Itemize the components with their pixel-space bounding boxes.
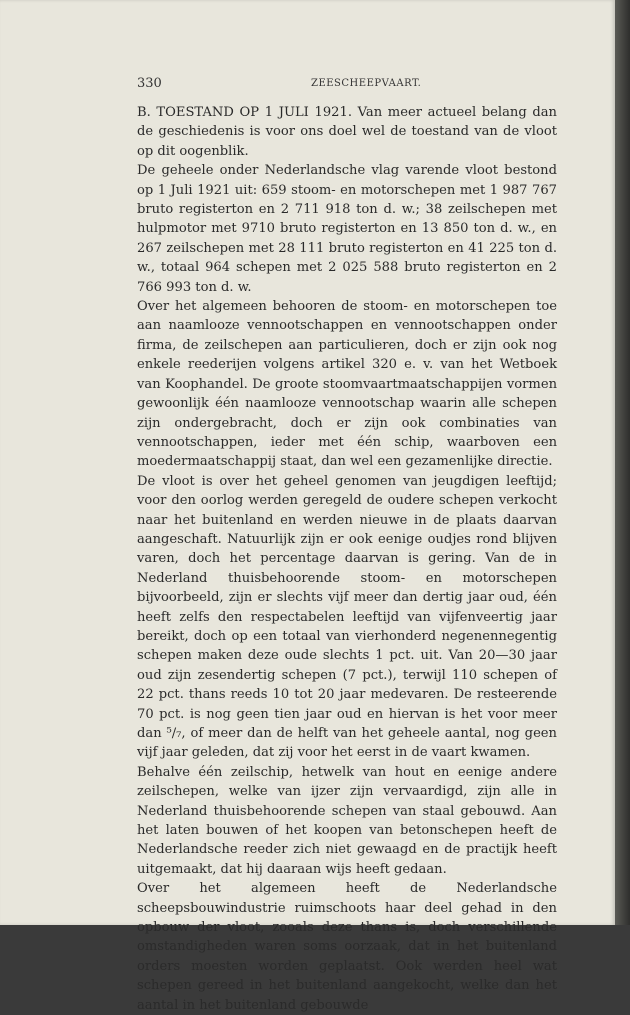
page-number: 330 bbox=[137, 76, 162, 91]
paragraph: B. TOESTAND OP 1 JULI 1921. Van meer actueel belang dan de geschiedenis is voor ons doel wel de toestand van de vloot op dit oogenblik. bbox=[137, 105, 557, 159]
paragraph: Over het algemeen heeft de Nederlandsche scheepsbouwindustrie ruimschoots haar deel gehad in den opbouw der vloot, zooals deze thans is, doch verschillende omstandigheden waren soms oorzaak, dat in het buitenland orders moesten worden geplaatst. Ook werden heel wat schepen gereed in het buitenland aangekocht, welke dan het aantal in het buitenland gebouwde bbox=[137, 881, 557, 1013]
scan-background-edge bbox=[615, 0, 630, 925]
paragraph: De vloot is over het geheel genomen van jeugdigen leeftijd; voor den oorlog werden geregeld de oudere schepen verkocht naar het buitenland en werden nieuwe in de plaats daarvan aangeschaft. Natuurlijk zijn er ook eenige oudjes rond blijven varen, doch het percentage daarvan is gering. Van de in Nederland thuisbehoorende stoom- en motorschepen bijvoorbeeld, zijn er slechts vijf meer dan dertig jaar oud, één heeft zelfs den respectabelen leeftijd van vijfenveertig jaar bereikt, doch op een totaal van vierhonderd negenennegentig schepen maken deze oude slechts 1 pct. uit. Van 20—30 jaar oud zijn zesendertig schepen (7 pct.), terwijl 110 schepen of 22 pct. thans reeds 10 tot 20 jaar medevaren. De resteerende 70 pct. is nog geen tien jaar oud en hiervan is het voor meer dan ⁵/₇, of meer dan de helft van het geheele aantal, nog geen vijf jaar geleden, dat zij voor het eerst in de vaart kwamen. bbox=[137, 473, 557, 761]
paragraph: De geheele onder Nederlandsche vlag varende vloot bestond op 1 Juli 1921 uit: 659 stoom- en motorschepen met 1 987 767 bruto registerton en 2 711 918 ton d. w.; 38 zeilschepen met hulpmotor met 9710 bruto registerton en 13 850 ton d. w., en 267 zeilschepen met 28 111 bruto registerton en 41 225 ton d. w., totaal 964 schepen met 2 025 588 bruto registerton en 2 766 993 ton d. w. bbox=[137, 163, 557, 295]
running-head: ZEESCHEEPVAART. bbox=[311, 78, 422, 89]
paragraph: Behalve één zeilschip, hetwelk van hout en eenige andere zeilschepen, welke van ijzer zijn vervaardigd, zijn alle in Nederland thuisbehoorende schepen van staal gebouwd. Aan het laten bouwen of het koopen van betonschepen heeft de Nederlandsche reeder zich niet gewaagd en de practijk heeft uitgemaakt, dat hij daaraan wijs heeft gedaan. bbox=[137, 764, 557, 877]
paragraph: Over het algemeen behooren de stoom- en motorschepen toe aan naamlooze vennootschappen en vennootschappen onder firma, de zeilschepen aan particulieren, doch er zijn ook nog enkele reederijen volgens artikel 320 e. v. van het Wetboek van Koophandel. De groote stoomvaartmaatschappijen vormen gewoonlijk één naamlooze vennootschap waarin alle schepen zijn ondergebracht, doch er zijn ook combinaties van vennootschappen, ieder met één schip, waarboven een moedermaatschappij staat, dan wel een gezamenlijke directie. bbox=[137, 299, 557, 470]
body-text bbox=[137, 103, 557, 1015]
